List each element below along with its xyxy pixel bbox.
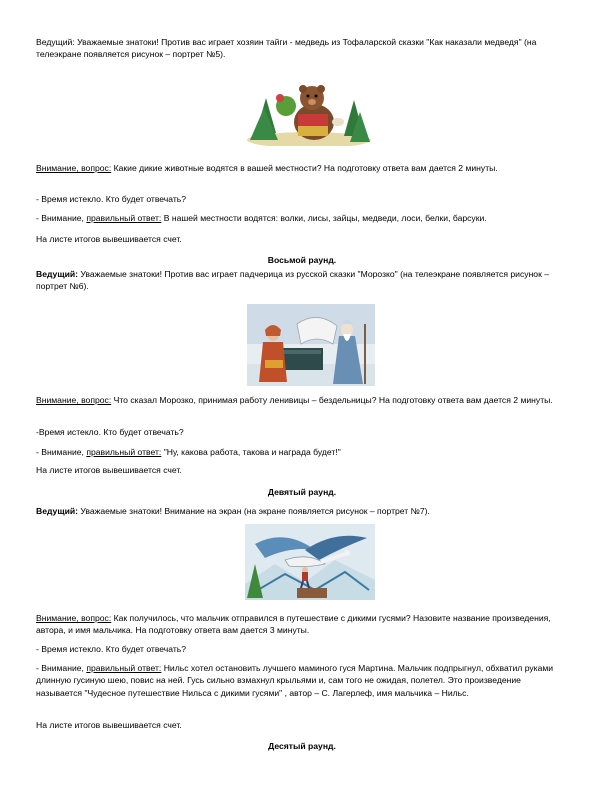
score-round9: На листе итогов вывешивается счет. xyxy=(36,720,182,730)
answer-text: В нашей местности водятся: волки, лисы, зайцы, медведи, лоси, белки, барсуки. xyxy=(161,213,487,223)
score-round7: На листе итогов вывешивается счет. xyxy=(36,234,182,244)
nils-geese-illustration xyxy=(245,524,375,600)
time-up-round9: - Время истекло. Кто будет отвечать? xyxy=(36,644,187,654)
host-label: Ведущий: xyxy=(36,37,75,47)
question-text: Как получилось, что мальчик отправился в путешествие с дикими гусями? Назовите название произведения, автора, и имя мальчика. На подготовку ответа вам дается 3 минуты. xyxy=(36,613,551,636)
question-paragraph-round9 xyxy=(36,612,568,637)
question-label: Внимание, вопрос: xyxy=(36,163,112,173)
answer-paragraph-round7 xyxy=(36,212,568,224)
round-title-10: Десятый раунд. xyxy=(268,741,336,751)
score-round8: На листе итогов вывешивается счет. xyxy=(36,465,182,475)
answer-prefix: - Внимание, xyxy=(36,213,87,223)
question-text: Какие дикие животные водятся в вашей местности? На подготовку ответа вам дается 2 минуты. xyxy=(111,163,498,173)
time-up-round8: -Время истекло. Кто будет отвечать? xyxy=(36,427,184,437)
question-paragraph-round8 xyxy=(36,394,568,406)
host-text: Уважаемые знатоки! Против вас играет падчерица из русской сказки "Морозко" (на телеэкране появляется рисунок – портрет №6). xyxy=(36,269,550,292)
host-label: Ведущий: xyxy=(36,506,79,516)
host-text: Уважаемые знатоки! Против вас играет хозяин тайги - медведь из Тофаларской сказки "Как наказали медведя" (на телеэкране появляется рисунок – портрет №5). xyxy=(36,37,537,60)
host-label: Ведущий: xyxy=(36,269,79,279)
question-text: Что сказал Морозко, принимая работу ленивицы – бездельницы? На подготовку ответа вам дается 2 минуты. xyxy=(111,395,553,405)
answer-label: правильный ответ: xyxy=(86,447,162,457)
answer-prefix: - Внимание, xyxy=(36,447,87,457)
time-up-round7: - Время истекло. Кто будет отвечать? xyxy=(36,194,187,204)
question-label: Внимание, вопрос: xyxy=(36,395,112,405)
round-title-8: Восьмой раунд. xyxy=(267,255,337,265)
answer-paragraph-round8 xyxy=(36,446,568,458)
answer-paragraph-round9 xyxy=(36,662,568,699)
question-label: Внимание, вопрос: xyxy=(36,613,112,623)
answer-label: правильный ответ: xyxy=(86,663,162,673)
answer-text: Нильс хотел остановить лучшего маминого гуся Мартина. Мальчик подпрыгнул, обхватил руками длинную гусиную шею, повис на ней. Гусь сильно взмахнул крыльями и, сам того не ожидая, полетел. Это произведение называется "Чудесное путешествие Нильса с дикими гусями" , автор – С. Лагерлеф, имя мальчика – Нильс. xyxy=(36,663,554,698)
question-paragraph-round7 xyxy=(36,162,568,174)
morozko-illustration xyxy=(247,304,375,386)
round-title-9: Девятый раунд. xyxy=(267,487,337,497)
answer-text: "Ну, какова работа, такова и награда будет!" xyxy=(161,447,341,457)
bear-illustration xyxy=(246,78,372,146)
answer-prefix: - Внимание, xyxy=(36,663,87,673)
answer-label: правильный ответ: xyxy=(86,213,162,223)
host-paragraph-round9 xyxy=(36,505,568,517)
host-text: Уважаемые знатоки! Внимание на экран (на экране появляется рисунок – портрет №7). xyxy=(78,506,430,516)
host-paragraph-round7 xyxy=(36,36,568,61)
host-paragraph-round8 xyxy=(36,268,568,293)
